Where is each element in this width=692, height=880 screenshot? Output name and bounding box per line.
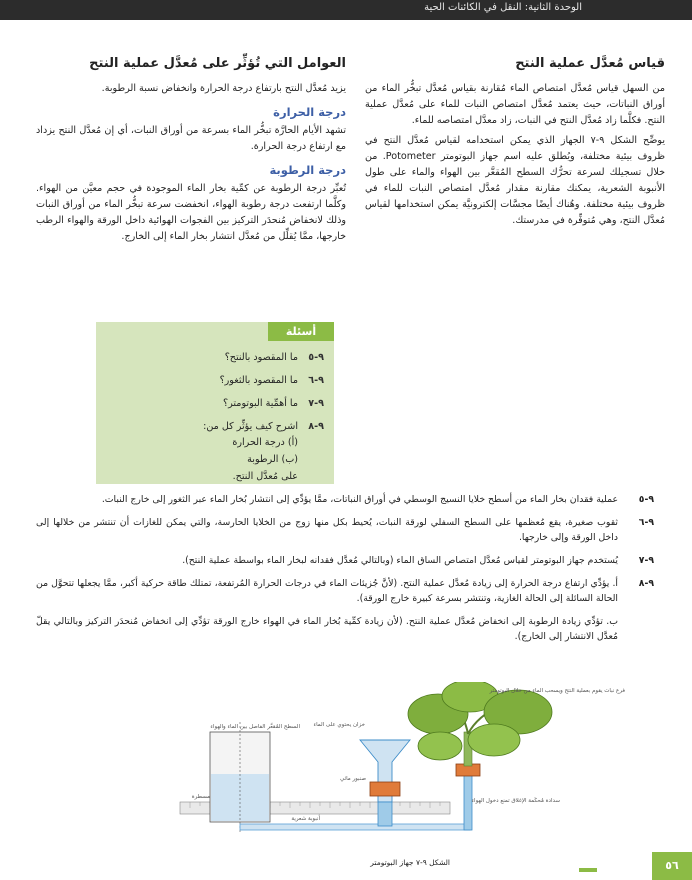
paragraph: يزيد مُعدَّل النتح بارتفاع درجة الحرارة وانخفاض نسبة الرطوبة. — [101, 83, 346, 94]
paragraph: تشهد الأيام الحارَّة تبخُّر الماء بسرعة من أوراق النبات، أي إن مُعدَّل النتح يزداد مع ارتفاع درجة الحرارة. — [36, 125, 346, 152]
question-text: ما المقصود بالنتح؟ — [224, 352, 298, 363]
top-header-bar — [0, 0, 692, 20]
question-text: ما المقصود بالثغور؟ — [219, 375, 298, 386]
question-number: ٩-٧ — [308, 398, 324, 409]
right-column — [365, 38, 665, 233]
section-title-factors: العوامل التي تُؤثِّر على مُعدَّل عملية النتح — [89, 56, 346, 71]
answer-item — [36, 614, 654, 644]
question-item — [114, 419, 324, 434]
answer-text: ثقوب صغيرة، يقع مُعظمها على السطح السفلي لورقة النبات، يُحيط بكل منها زوج من الخلايا الحارسة، والتي يمكن للغازات أن تنتشر من خلالها إلى داخل الورقة وإلى خارجها. — [36, 517, 618, 543]
answer-item — [36, 576, 654, 606]
paragraph: تُعبِّر درجة الرطوبة عن كمِّية بخار الماء الموجودة في حجم معيَّن من الهواء. وكلَّما ارتفعت درجة رطوبة الهواء، انخفضت سرعة تبخُّر الماء من أوراق النبات وذلك لانخفاض مُنحدَر التركيز بين الفجوات الهوائية داخل الورقة والهواء الرطب خارجها، ممَّا يُقلِّل من مُعدَّل انتشار بخار الماء إلى الخارج. — [36, 183, 346, 242]
header-text: الوحدة الثانية: النقل في الكائنات الحية — [424, 2, 582, 13]
question-item — [114, 396, 324, 411]
label-seal: سدادة مُحكَمة الإغلاق تمنع دخول الهواء — [471, 798, 560, 804]
subheading-humidity: درجة الرطوبة — [269, 163, 346, 177]
answer-text: يُستخدم جهاز البوتومتر لقياس مُعدَّل امتصاص الساق الماء (وبالتالي مُعدَّل فقدانه لبخار الماء بواسطة عملية النتح). — [182, 555, 618, 566]
paragraph: من السهل قياس مُعدَّل امتصاص الماء مُقارنة بقياس مُعدَّل تبخُّر الماء من أوراق النباتات، حيث يعتمد مُعدَّل امتصاص النبات للماء على مُعدَّل عملية النتح. فكلَّما زاد مُعدَّل النتح في النبات، زاد معدَّل امتصاصه للماء. — [365, 83, 665, 126]
answer-number: ٩-٧ — [638, 555, 654, 566]
answer-item — [36, 515, 654, 545]
question-text: ما أهمِّية البوتومتر؟ — [223, 398, 298, 409]
question-number: ٩-٦ — [308, 375, 324, 386]
page-number: ٥٦ — [652, 852, 692, 880]
answers-section — [36, 492, 654, 652]
answer-text: ب. تؤدِّي زيادة الرطوبة إلى انخفاض مُعدَّل عملية النتح. (لأن زيادة كمِّية بُخار الماء في الهواء خارج الورقة تؤدِّي إلى انخفاض مُنحدَر التركيز وبالتالي يقلّ مُعدَّل الانتشار إلى الخارج). — [36, 616, 618, 642]
answer-item — [36, 553, 654, 568]
left-column — [36, 38, 346, 249]
answer-item — [36, 492, 654, 507]
potometer-figure — [170, 682, 630, 858]
question-sub-end: على مُعدَّل النتح. — [232, 471, 298, 482]
question-item — [114, 373, 324, 388]
questions-list — [114, 350, 324, 485]
question-sub-a: (أ) درجة الحرارة — [232, 437, 298, 448]
tap — [370, 782, 400, 796]
question-item — [114, 350, 324, 365]
subheading-temperature: درجة الحرارة — [273, 105, 346, 119]
label-reservoir: خزان يحتوي على الماء — [313, 722, 365, 728]
answer-number: ٩-٨ — [638, 578, 654, 589]
label-meniscus: السطح المُقعَّر الفاصل بين الماء والهواء — [210, 724, 300, 730]
label-ruler: مسطرة — [191, 794, 210, 800]
answer-number: ٩-٥ — [638, 494, 654, 505]
label-capillary: أنبوبة شعرية — [291, 816, 320, 822]
question-number: ٩-٨ — [308, 421, 324, 432]
beaker-water — [211, 774, 269, 821]
answer-text: أ. يؤدِّي ارتفاع درجة الحرارة إلى زيادة مُعدَّل عملية النتح. (لأنَّ جُزيئات الماء في درجات الحرارة المُرتفعة، تمتلك طاقة حركية أكبر، ممَّا يجعلها تتحوَّل من الحالة السائلة إلى الحالة الغازية، وتنتشر بسرعة كبيرة خارج الورقة). — [36, 578, 618, 604]
label-tap: صنبور مائي — [340, 776, 366, 782]
questions-box — [96, 322, 334, 484]
paragraph: يوضِّح الشكل ٩-٧ الجهاز الذي يمكن استخدامه لقياس مُعدَّل النتح في ظروف بيئية مختلفة، ويُطلق عليه اسم جهاز البوتومتر Potometer. من خلال تسجيلك لسرعة تحرُّك السطح المُقعَّر بين الهواء والماء على طول الأنبوبة الشعرية، يمكنك مقارنة مقدار مُعدَّل امتصاص النبات للماء في ظروف بيئية مختلفة. وهُناك أيضًا مجسَّات إلكترونيَّة يمكن استخدامها لقياس مُعدَّل النتح، وهي مُتوفِّرة في مدرستك. — [365, 135, 666, 226]
figure-caption: الشكل ٩-٧ جهاز البوتومتر — [370, 858, 450, 867]
question-sub-b: (ب) الرطوبة — [247, 454, 298, 465]
question-number: ٩-٥ — [308, 352, 324, 363]
capillary-tube — [240, 824, 470, 830]
decorative-mark — [579, 868, 597, 872]
answer-number: ٩-٦ — [638, 517, 654, 528]
label-leafy-shoot: فرع نبات يقوم بعملية النتح ويسحب الماء من خلال البوتومتر — [489, 688, 625, 694]
question-text: اشرح كيف يؤثِّر كل من: — [203, 421, 298, 432]
answer-number — [618, 614, 654, 644]
answer-text: عملية فقدان بخار الماء من أسطح خلايا النسيج الوسطي في أوراق النباتات، ممَّا يؤدِّي إلى انتشار بُخار الماء عبر الثغور إلى خارج النبات. — [101, 494, 618, 505]
questions-title: أسئلة — [268, 322, 334, 341]
section-title-measuring: قياس مُعدَّل عملية النتح — [515, 56, 665, 71]
